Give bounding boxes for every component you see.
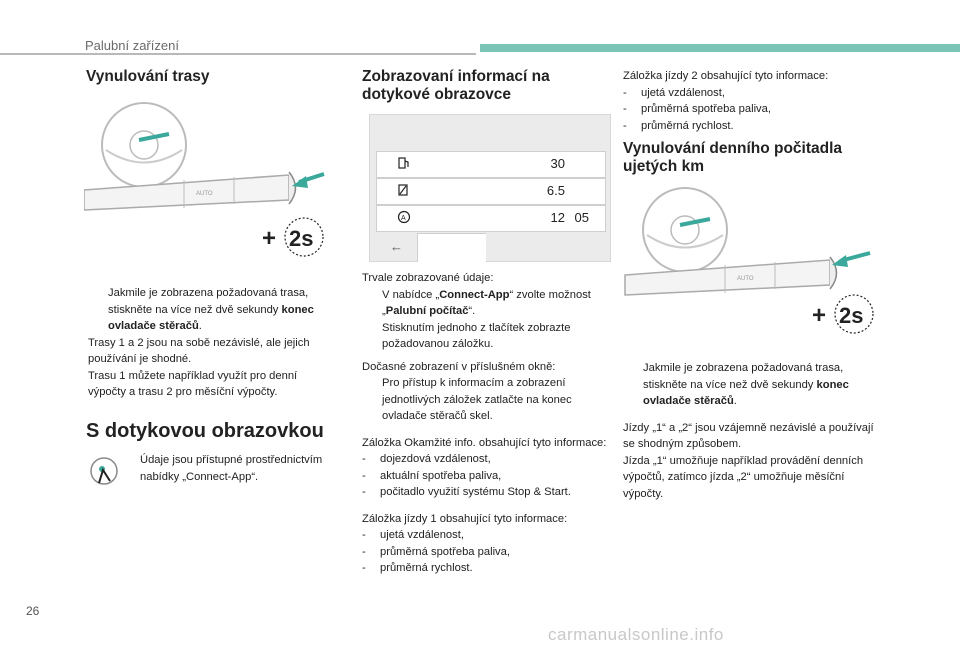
- col1-title: Vynulování trasy: [86, 68, 210, 85]
- hold-2s-badge: 2s: [289, 226, 314, 251]
- col3-bullet: Jakmile je zobrazena požadovaná trasa, stiskněte na více než dvě sekundy konec ovladače stěračů.: [643, 362, 849, 407]
- trip1-item: - průměrná rychlost.: [362, 562, 473, 574]
- page-number: 26: [26, 604, 40, 618]
- trip1-label: Záložka jízdy 1 obsahující tyto informace:: [362, 512, 568, 525]
- stop-start-icon: [397, 210, 411, 224]
- screen-row-stopstart: A 12 05: [376, 205, 606, 232]
- hold-2s-badge: 2s: [839, 303, 864, 328]
- instant-label: Záložka Okamžité info. obsahující tyto informace:: [362, 436, 607, 449]
- trip2-item: - průměrná spotřeba paliva,: [623, 103, 771, 115]
- col3-para1: Jízdy „1“ a „2“ jsou vzájemně nezávislé a používají se shodným způsobem.: [623, 421, 874, 450]
- col1-para1: Trasy 1 a 2 jsou na sobě nezávislé, ale jejich používání je shodné.: [88, 336, 310, 365]
- header-accent-bar: [480, 44, 960, 52]
- trip2-item: - průměrná rychlost.: [623, 119, 734, 132]
- perm-bullet-1: V nabídce „Connect-App“ zvolte možnost „Palubní počítač“.: [382, 288, 591, 317]
- col2-title-line2: dotykové obrazovce: [362, 86, 512, 103]
- touch-text: Údaje jsou přístupné prostřednictvím nabídky „Connect-App“.: [140, 454, 323, 483]
- section-header: Palubní zařízení: [85, 38, 179, 53]
- watermark: carmanualsonline.info: [548, 625, 724, 644]
- permanent-label: Trvale zobrazované údaje:: [362, 272, 494, 284]
- wiper-stalk-illustration-2: [620, 185, 885, 345]
- col1-bullet: Jakmile je zobrazena požadovaná trasa, stiskněte na více než dvě sekundy konec ovladače stěračů.: [108, 287, 314, 332]
- instant-item: - dojezdová vzdálenost,: [362, 453, 491, 465]
- trip-computer-screen: [369, 114, 611, 262]
- temp-label: Dočasné zobrazení v příslušném okně:: [362, 360, 556, 373]
- svg-text:+: +: [812, 302, 827, 329]
- trip1-item: - průměrná spotřeba paliva,: [362, 545, 510, 558]
- col3-title-line2: ujetých km: [623, 158, 704, 175]
- temp-bullet-1: Pro přístup k informacím a zobrazení jednotlivých záložek zatlačte na konec ovladače stěračů skel.: [382, 377, 572, 422]
- screen-tab-1[interactable]: [417, 233, 487, 262]
- wiper-stalk-illustration-1: [84, 100, 344, 270]
- col3-para2: Jízda „1“ umožňuje například provádění denních výpočtů, zatímco jízda „2“ umožňuje měsíční výpočty.: [623, 454, 864, 500]
- col2-title-line1: Zobrazovaní informací na: [362, 68, 550, 85]
- svg-text:AUTO: AUTO: [196, 191, 213, 197]
- trip2-item: - ujetá vzdálenost,: [623, 86, 725, 99]
- perm-bullet-2: Stisknutím jednoho z tlačítek zobrazte požadovanou záložku.: [382, 321, 571, 350]
- fuel-consumption-icon: [397, 183, 411, 197]
- instant-item: - počitadlo využití systému Stop & Start.: [362, 486, 571, 498]
- trip2-label: Záložka jízdy 2 obsahující tyto informace:: [623, 70, 829, 82]
- screen-tab-2[interactable]: [486, 233, 609, 261]
- svg-text:+: +: [262, 225, 277, 252]
- touch-title: S dotykovou obrazovkou: [86, 420, 324, 442]
- back-arrow-icon[interactable]: ←: [390, 239, 403, 254]
- trip1-item: - ujetá vzdálenost,: [362, 529, 464, 541]
- instant-item: - aktuální spotřeba paliva,: [362, 469, 502, 482]
- touchscreen-icon: [88, 455, 120, 487]
- screen-row-consumption: 6.5: [376, 178, 606, 205]
- col1-para2: Trasu 1 můžete například využít pro denní výpočty a trasu 2 pro měsíční výpočty.: [88, 369, 298, 398]
- fuel-pump-icon: [397, 156, 411, 170]
- col3-title-line1: Vynulování denního počitadla: [623, 140, 843, 157]
- screen-row-range: 30: [376, 151, 606, 178]
- svg-text:AUTO: AUTO: [737, 276, 754, 282]
- header-divider: [0, 53, 476, 55]
- svg-text:A: A: [401, 215, 406, 222]
